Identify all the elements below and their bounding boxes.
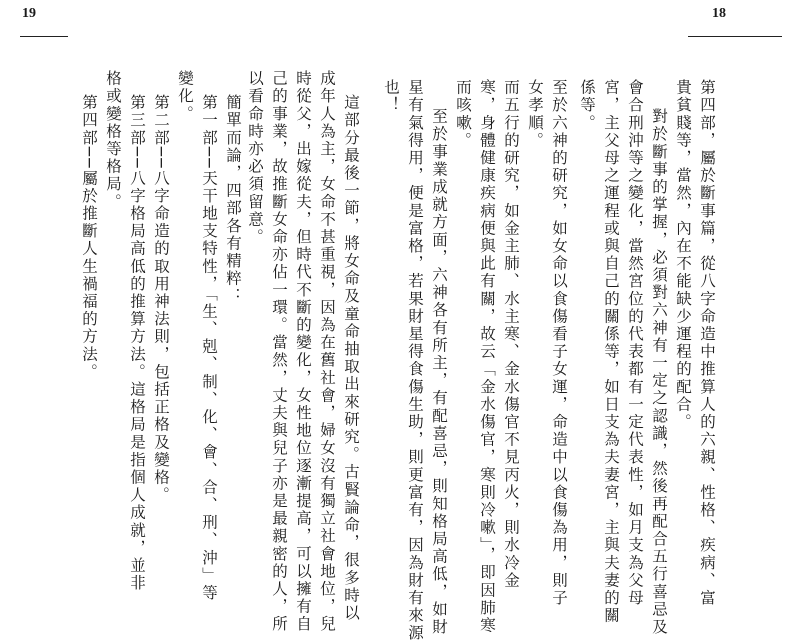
text-column: 至於六神的研究，如女命以食傷看子女運，命造中以食傷為用，則子 bbox=[550, 79, 568, 607]
text-column: 至於事業成就方面，六神各有所主，有配喜忌，則知格局高低，如財 bbox=[430, 108, 448, 636]
text-column: 成年人為主，女命不甚重視，因為在舊社會，婦女沒有獨立社會地位，兒 bbox=[318, 70, 336, 634]
text-column: 係等。 bbox=[578, 79, 596, 132]
header-rule-left bbox=[20, 36, 68, 37]
page-number-left: 19 bbox=[22, 6, 36, 21]
text-column: 變化。 bbox=[176, 70, 194, 123]
text-column: 寒，身體健康疾病便與此有關，故云「金水傷官，寒則冷嗽」，即因肺寒 bbox=[478, 79, 496, 635]
text-column: 星有氣得用，便是富格，若果財星得食傷生助，則更富有，因為財有來源 bbox=[406, 79, 424, 642]
text-column: 格或變格等格局。 bbox=[104, 70, 122, 211]
text-column: 第二部──八字命造的取用神法則，包括正格及變格。 bbox=[152, 94, 170, 505]
text-column: 貴貧賤等，當然，內在不能缺少運程的配合。 bbox=[674, 79, 692, 431]
text-column: 時從父，出嫁從夫，但時代不斷的變化，女性地位逐漸提高，可以擁有自 bbox=[294, 70, 312, 634]
text-column: 這部分最後一節，將女命及童命抽取出來研究。古賢論命，很多時以 bbox=[342, 94, 360, 622]
text-column: 也！ bbox=[382, 79, 400, 115]
page-number-right: 18 bbox=[712, 6, 726, 21]
text-column: 第一部──天干地支特性，「生、剋、制、化、會、合、刑、沖」等 bbox=[200, 94, 218, 602]
text-column: 而咳嗽。 bbox=[454, 79, 472, 150]
text-column: 對於斷事的掌握，必須對六神有一定之認識，然後再配合五行喜忌及 bbox=[650, 108, 668, 636]
text-column: 第四部──屬於推斷人生禍福的方法。 bbox=[80, 94, 98, 381]
text-column: 簡單而論，四部各有精粹： bbox=[224, 94, 242, 306]
text-column: 會合刑沖等之變化，當然宮位的代表都有一定代表性，如月支為父母 bbox=[626, 79, 644, 607]
text-column: 女孝順。 bbox=[526, 79, 544, 150]
text-column: 第四部，屬於斷事篇，從八字命造中推算人的六親、性格、疾病、富 bbox=[698, 79, 716, 607]
text-column: 而五行的研究，如金主肺、水主寒、金水傷官不見丙火，則水冷金 bbox=[502, 79, 520, 590]
text-column: 以看命時亦必須留意。 bbox=[246, 70, 264, 246]
text-column: 宮，主父母之運程或與自己的關係等，如日支為夫妻宮，主與夫妻的關 bbox=[602, 79, 620, 625]
text-column: 第三部──八字格局高低的推算方法。這格局是指個人成就，並非 bbox=[128, 94, 146, 593]
text-column: 己的事業，故推斷女命亦佔一環。當然，丈夫與兒子亦是最親密的人，所 bbox=[270, 70, 288, 634]
header-rule-right bbox=[688, 36, 782, 37]
